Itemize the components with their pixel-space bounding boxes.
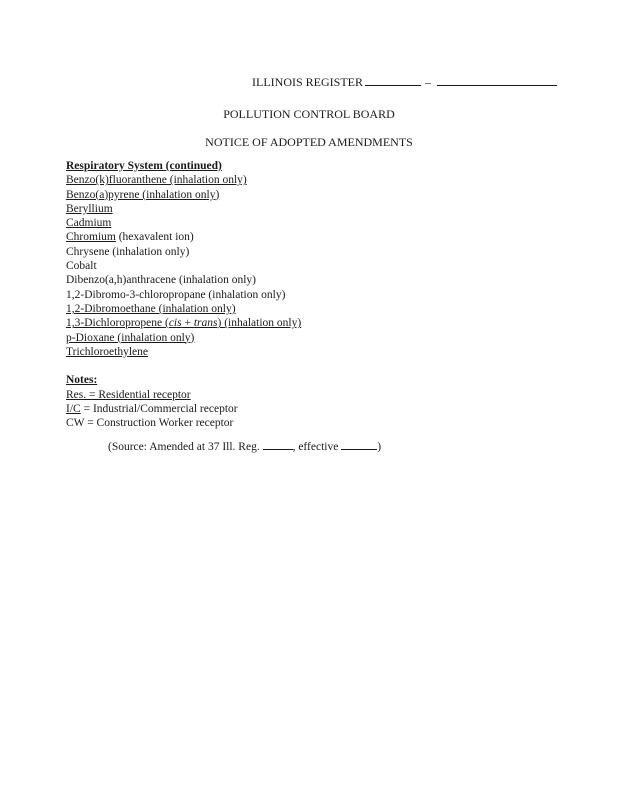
- note-abbr: I/C: [66, 403, 81, 416]
- list-item-qualifier: (hexavalent ion): [115, 231, 194, 244]
- list-item: Chrysene (inhalation only): [66, 245, 190, 258]
- register-title: ILLINOIS REGISTER: [252, 75, 363, 89]
- source-note: [108, 439, 381, 453]
- list-item-text: 1,3-Dichloropropene (: [66, 317, 169, 330]
- list-item: 1,2-Dibromo-3-chloropropane (inhalation only): [66, 288, 286, 301]
- section-heading: Respiratory System (continued): [66, 160, 222, 172]
- list-item: Benzo(a)pyrene (inhalation only): [66, 188, 220, 201]
- list-item: Benzo(k)fluoranthene (inhalation only): [66, 174, 247, 187]
- note-text: = Industrial/Commercial receptor: [80, 403, 238, 416]
- list-item: Cobalt: [66, 260, 97, 273]
- list-item: p-Dioxane (inhalation only): [66, 331, 195, 344]
- board-title: POLLUTION CONTROL BOARD: [223, 107, 395, 121]
- list-item-italic: trans: [193, 317, 218, 330]
- list-item-chemical: Chromium: [66, 231, 116, 244]
- list-item-text: ) (inhalation only): [217, 317, 302, 330]
- note-item: CW = Construction Worker receptor: [66, 417, 234, 430]
- register-issue-blank: [365, 75, 421, 86]
- list-item: Beryllium: [66, 202, 113, 215]
- list-item: [66, 230, 566, 244]
- notes-heading: Notes:: [66, 374, 98, 387]
- register-page-blank-field: [263, 439, 293, 450]
- list-item: Cadmium: [66, 217, 112, 230]
- list-item: Dibenzo(a,h)anthracene (inhalation only): [66, 274, 256, 287]
- list-item: Trichloroethylene: [66, 345, 148, 358]
- note-item: [66, 402, 566, 416]
- register-page-blank: [437, 75, 557, 86]
- list-item-italic: cis: [168, 317, 182, 330]
- register-separator: –: [425, 75, 431, 89]
- list-item: 1,2-Dibromoethane (inhalation only): [66, 302, 236, 315]
- register-header: [252, 75, 557, 90]
- notice-title: NOTICE OF ADOPTED AMENDMENTS: [205, 135, 413, 149]
- effective-date-blank-field: [341, 439, 377, 450]
- source-text: (Source: Amended at 37 Ill. Reg.: [108, 441, 263, 453]
- source-text: , effective: [292, 441, 342, 453]
- list-item-text: +: [181, 317, 194, 330]
- document-body: [66, 159, 566, 431]
- source-text: ): [377, 441, 382, 453]
- list-item: [66, 316, 566, 330]
- spacer: [66, 359, 566, 373]
- note-item: Res. = Residential receptor: [66, 388, 191, 401]
